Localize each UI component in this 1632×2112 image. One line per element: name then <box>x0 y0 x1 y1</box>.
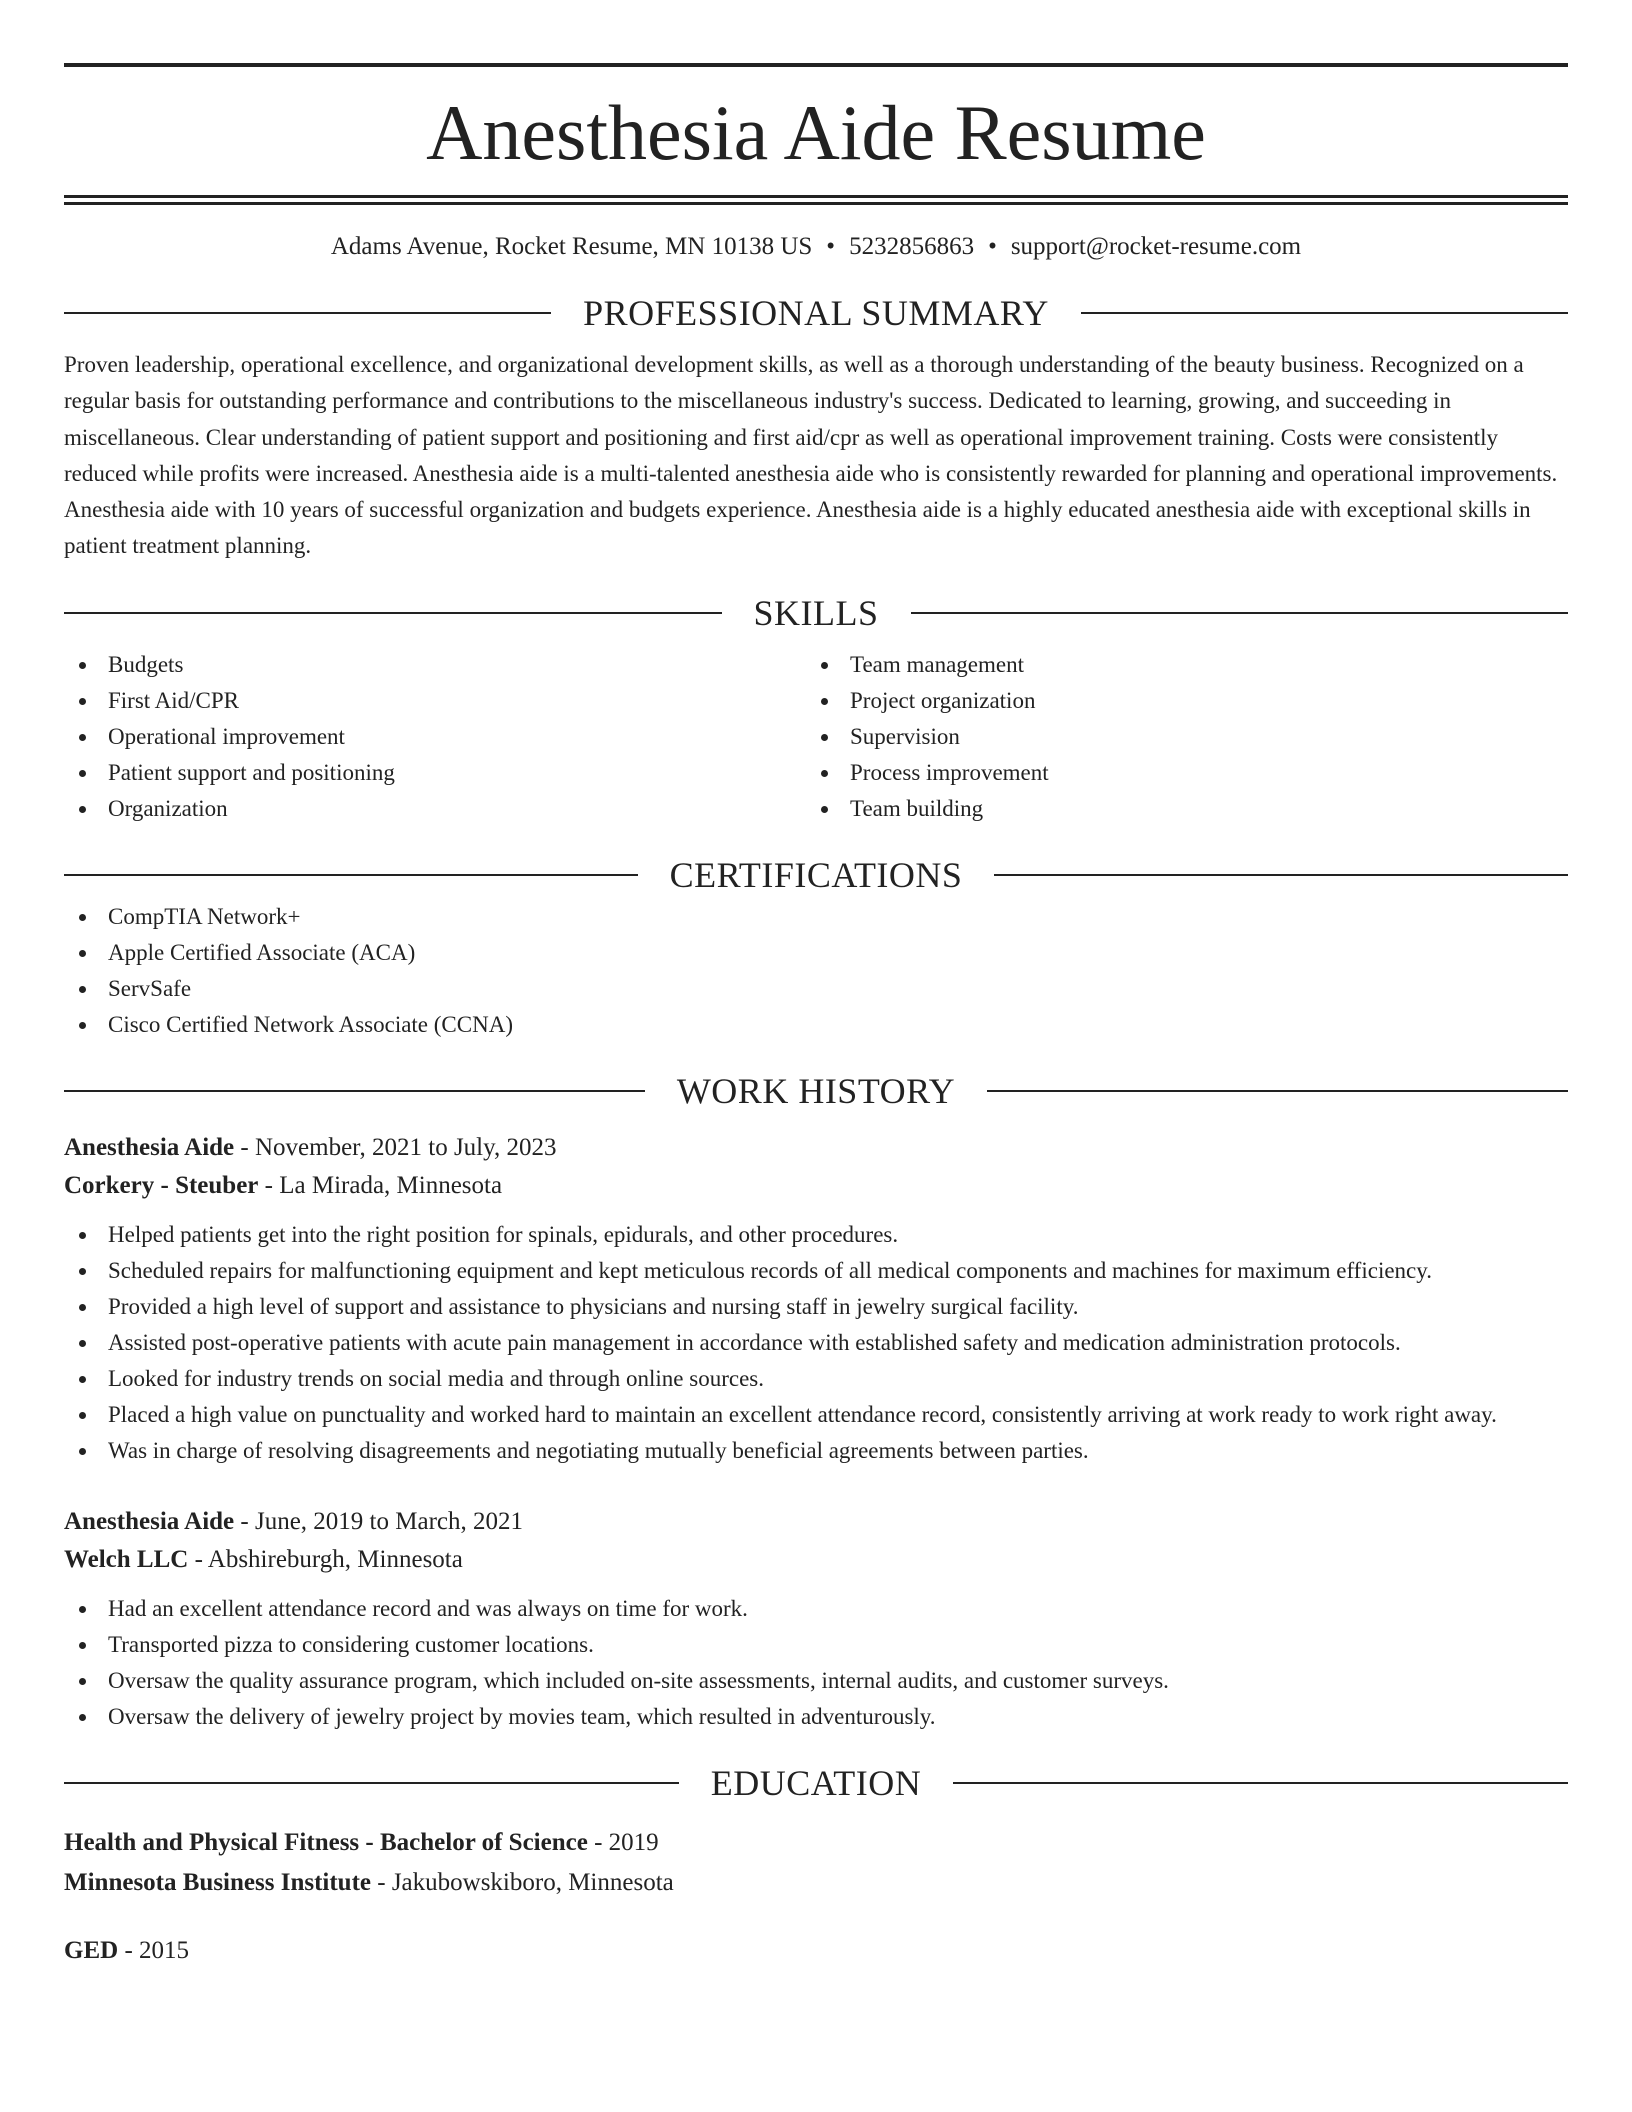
skill-item: Supervision <box>806 719 1548 755</box>
heading-rule <box>64 1782 679 1784</box>
top-rule <box>64 63 1568 67</box>
heading-rule <box>64 874 638 876</box>
summary-text: Proven leadership, operational excellence, and organizational development skills, as well as a thorough understanding of the beauty business. Recognized on a regular basis for outstanding performance and contributions to the miscellaneous industry's success. Dedicated to learning, growing, and succeeding in miscellaneous. Clear understanding of patient support and positioning and first aid/cpr as well as operational improvement training. Costs were consistently reduced while profits were increased. Anesthesia aide is a multi-talented anesthesia aide who is consistently rewarded for planning and operational improvements. Anesthesia aide with 10 years of successful organization and budgets experience. Anesthesia aide is a highly educated anesthesia aide with exceptional skills in patient treatment planning. <box>64 352 1558 559</box>
job-dates: - June, 2019 to March, 2021 <box>234 1507 523 1535</box>
job-company: Welch LLC <box>64 1545 189 1573</box>
job-title-line <box>64 1129 1568 1167</box>
job-duty: Was in charge of resolving disagreements and negotiating mutually beneficial agreements between parties. <box>64 1433 1568 1469</box>
job-location: - Abshireburgh, Minnesota <box>188 1545 463 1573</box>
skill-item: Process improvement <box>806 755 1548 791</box>
heading-rule <box>1081 312 1568 314</box>
skills-column-left <box>64 647 806 827</box>
certifications-list <box>64 899 1568 1043</box>
section-title: EDUCATION <box>710 1762 922 1803</box>
certification-item: ServSafe <box>64 971 1568 1007</box>
education-degree: GED <box>64 1936 119 1964</box>
skills-section-heading <box>64 589 1568 637</box>
summary-section-heading <box>64 289 1568 337</box>
job-duties <box>64 1591 1568 1735</box>
skill-item: Project organization <box>806 683 1548 719</box>
page-title: Anesthesia Aide Resume <box>426 89 1206 176</box>
heading-rule <box>64 312 551 314</box>
skills-column-right <box>806 647 1548 827</box>
heading-rule <box>987 1090 1568 1092</box>
job-dates: - November, 2021 to July, 2023 <box>234 1133 557 1161</box>
education-degree-line <box>64 1823 1568 1863</box>
job-entry <box>64 1129 1568 1469</box>
job-entry <box>64 1503 1568 1735</box>
skill-item: Patient support and positioning <box>64 755 806 791</box>
job-duty: Looked for industry trends on social media and through online sources. <box>64 1361 1568 1397</box>
job-duty: Oversaw the delivery of jewelry project by movies team, which resulted in adventurously. <box>64 1699 1568 1735</box>
certification-item: CompTIA Network+ <box>64 899 1568 935</box>
certification-item: Cisco Certified Network Associate (CCNA) <box>64 1007 1568 1043</box>
job-duty: Had an excellent attendance record and was always on time for work. <box>64 1591 1568 1627</box>
job-company-line <box>64 1541 1568 1579</box>
education-school-line <box>64 1863 1568 1903</box>
resume-page <box>64 0 1568 1971</box>
certification-item: Apple Certified Associate (ACA) <box>64 935 1568 971</box>
contact-line <box>64 229 1568 265</box>
work-section-heading <box>64 1067 1568 1115</box>
heading-rule <box>64 1090 645 1092</box>
contact-email: support@rocket-resume.com <box>1010 233 1302 260</box>
education-entry <box>64 1931 1568 1971</box>
education-location: - Jakubowskiboro, Minnesota <box>371 1868 674 1896</box>
heading-rule <box>994 874 1568 876</box>
skill-item: Team building <box>806 791 1548 827</box>
title-double-rule <box>64 195 1568 205</box>
job-title-line <box>64 1503 1568 1541</box>
skill-item: Team management <box>806 647 1548 683</box>
education-year: - 2019 <box>587 1828 659 1856</box>
contact-phone: 5232856863 <box>849 233 975 260</box>
education-section-heading <box>64 1759 1568 1807</box>
education-year: - 2015 <box>118 1936 190 1964</box>
job-company: Corkery - Steuber <box>64 1171 259 1199</box>
bullet-separator: • <box>988 233 997 260</box>
skills-list <box>64 647 1568 827</box>
section-title: PROFESSIONAL SUMMARY <box>583 293 1049 333</box>
job-duty: Provided a high level of support and assistance to physicians and nursing staff in jewelry surgical facility. <box>64 1289 1568 1325</box>
skill-item: Operational improvement <box>64 719 806 755</box>
job-duty: Scheduled repairs for malfunctioning equipment and kept meticulous records of all medical components and machines for maximum efficiency. <box>64 1253 1568 1289</box>
certifications-section-heading <box>64 851 1568 899</box>
section-title: SKILLS <box>753 592 879 633</box>
job-duty: Helped patients get into the right position for spinals, epidurals, and other procedures. <box>64 1217 1568 1253</box>
heading-rule <box>64 612 722 614</box>
job-title: Anesthesia Aide <box>64 1133 235 1161</box>
bullet-separator: • <box>826 233 836 260</box>
education-entry <box>64 1823 1568 1903</box>
job-duty: Oversaw the quality assurance program, which included on-site assessments, internal audits, and customer surveys. <box>64 1663 1568 1699</box>
job-location: - La Mirada, Minnesota <box>258 1171 503 1199</box>
education-school: Minnesota Business Institute <box>64 1868 371 1896</box>
heading-rule <box>911 612 1569 614</box>
contact-address: Adams Avenue, Rocket Resume, MN 10138 US <box>330 233 813 260</box>
education-degree-line <box>64 1931 1568 1971</box>
job-duties <box>64 1217 1568 1469</box>
job-company-line <box>64 1167 1568 1205</box>
job-duty: Transported pizza to considering customer locations. <box>64 1627 1568 1663</box>
job-duty: Placed a high value on punctuality and worked hard to maintain an excellent attendance record, consistently arriving at work ready to work right away. <box>64 1397 1568 1433</box>
heading-rule <box>953 1782 1568 1784</box>
section-title: CERTIFICATIONS <box>669 854 963 895</box>
job-title: Anesthesia Aide <box>64 1507 235 1535</box>
skill-item: Budgets <box>64 647 806 683</box>
job-duty: Assisted post-operative patients with acute pain management in accordance with established safety and medication administration protocols. <box>64 1325 1568 1361</box>
section-title: WORK HISTORY <box>676 1070 956 1111</box>
education-degree: Health and Physical Fitness - Bachelor of Science <box>64 1828 588 1856</box>
skill-item: First Aid/CPR <box>64 683 806 719</box>
skill-item: Organization <box>64 791 806 827</box>
